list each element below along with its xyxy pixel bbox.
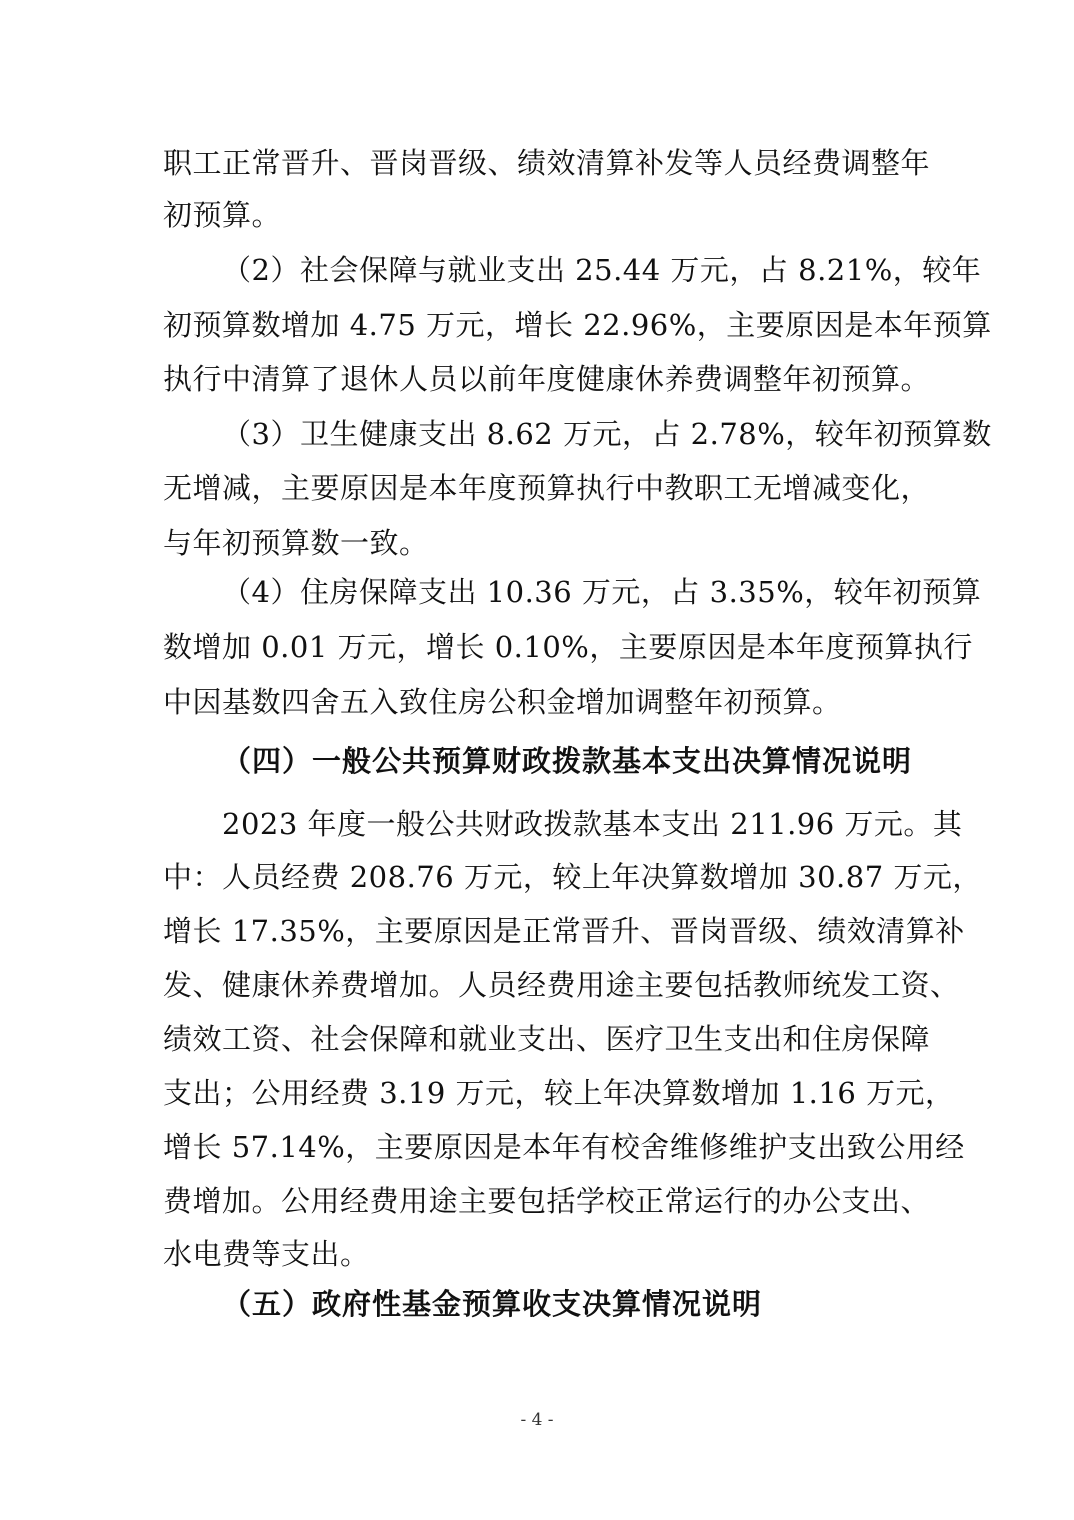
text-line: 中：人员经费 208.76 万元，较上年决算数增加 30.87 万元， <box>163 860 982 894</box>
text-line: 无增减，主要原因是本年度预算执行中教职工无增减变化， <box>163 471 931 505</box>
text-line: 执行中清算了退休人员以前年度健康休养费调整年初预算。 <box>163 362 931 396</box>
text-line: 初预算数增加 4.75 万元，增长 22.96%，主要原因是本年预算 <box>163 308 992 342</box>
text-line: （3）卫生健康支出 8.62 万元，占 2.78%，较年初预算数 <box>222 417 992 451</box>
text-line: （2）社会保障与就业支出 25.44 万元，占 8.21%，较年 <box>222 253 982 287</box>
text-line: 2023 年度一般公共财政拨款基本支出 211.96 万元。其 <box>222 807 963 841</box>
text-line: 水电费等支出。 <box>163 1237 370 1271</box>
text-line: 职工正常晋升、晋岗晋级、绩效清算补发等人员经费调整年 <box>163 146 931 180</box>
text-line: 费增加。公用经费用途主要包括学校正常运行的办公支出、 <box>163 1184 931 1218</box>
text-line: 数增加 0.01 万元，增长 0.10%，主要原因是本年度预算执行 <box>163 630 973 664</box>
text-line: 增长 17.35%，主要原因是正常晋升、晋岗晋级、绩效清算补 <box>163 914 965 948</box>
text-line: 与年初预算数一致。 <box>163 526 429 560</box>
text-line: 中因基数四舍五入致住房公积金增加调整年初预算。 <box>163 685 842 719</box>
text-line: （4）住房保障支出 10.36 万元，占 3.35%，较年初预算 <box>222 575 982 609</box>
text-line: 发、健康休养费增加。人员经费用途主要包括教师统发工资、 <box>163 968 960 1002</box>
section-heading: （四）一般公共预算财政拨款基本支出决算情况说明 <box>222 744 913 778</box>
text-line: 增长 57.14%，主要原因是本年有校舍维修维护支出致公用经 <box>163 1130 965 1164</box>
section-heading: （五）政府性基金预算收支决算情况说明 <box>222 1287 763 1321</box>
text-line: 初预算。 <box>163 198 282 232</box>
text-line: 支出；公用经费 3.19 万元，较上年决算数增加 1.16 万元， <box>163 1076 955 1110</box>
text-line: 绩效工资、社会保障和就业支出、医疗卫生支出和住房保障 <box>163 1022 931 1056</box>
page-number: - 4 - <box>520 1410 554 1430</box>
